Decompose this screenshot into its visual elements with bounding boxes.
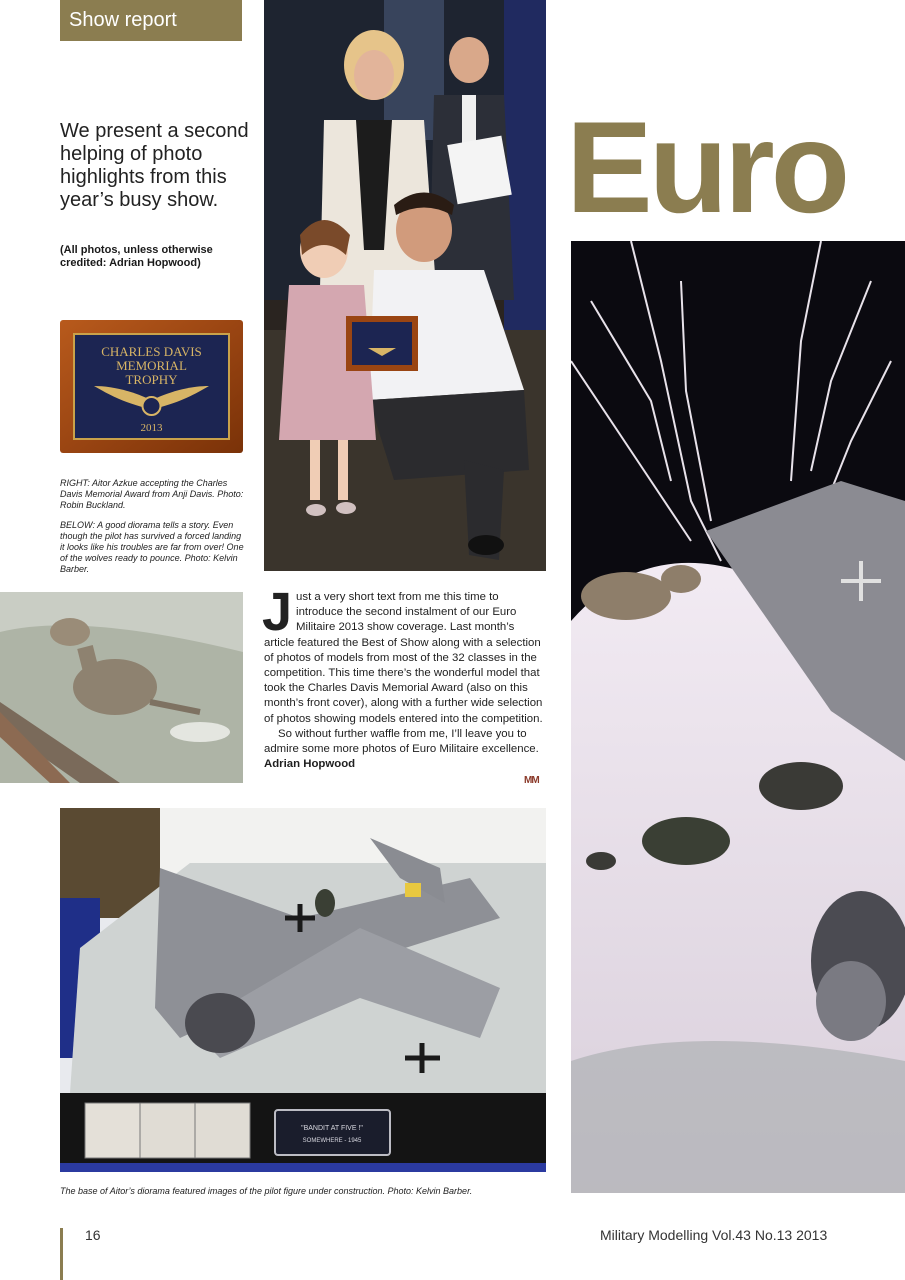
article-paragraph-1: ust a very short text from me this time to introduce the second instalment of our Euro Militaire 2013 show coverage. Last month’s article featured the Best of Show along with a selection of photos of models from most of the 32 classes in the competition. This time there’s the wonderful model that took the Charles Davis Memorial Award (also on this month’s front cover), along with a further wide selection of photos showing models entered into the competition.	[264, 591, 543, 725]
plaque-line1: CHARLES DAVIS	[101, 344, 202, 359]
folio-bar	[60, 1228, 63, 1280]
intro-text: We present a second helping of photo highlights from this year’s busy show.	[60, 120, 249, 211]
section-tag: Show report	[60, 0, 242, 41]
dropcap: J	[262, 582, 293, 642]
diorama-full-photo	[60, 808, 546, 1172]
nameplate-line2: SOMEWHERE - 1945	[302, 1138, 362, 1144]
article-author: Adrian Hopwood	[264, 758, 356, 771]
end-mark: MM	[524, 775, 539, 786]
caption-below: BELOW: A good diorama tells a story. Even though the pilot has survived a forced landing it looks like his troubles are far from over! One of the wolves ready to pounce. Photo: Kelvin Barber.	[60, 520, 244, 574]
caption-bottom: The base of Aitor’s diorama featured images of the pilot figure under construction. Photo: Kelvin Barber.	[60, 1186, 473, 1196]
diorama-closeup-photo	[571, 241, 905, 1193]
nameplate-line1: "BANDIT AT FIVE !"	[301, 1125, 363, 1132]
photo-credit: (All photos, unless otherwise credited: Adrian Hopwood)	[60, 244, 213, 269]
plaque-line2: MEMORIAL	[116, 358, 187, 373]
award-ceremony-photo	[264, 0, 546, 571]
article-paragraph-2: So without further waffle from me, I’ll leave you to admire some more photos of Euro Militaire excellence.	[264, 727, 539, 756]
publication-footer: Military Modelling Vol.43 No.13 2013	[600, 1227, 828, 1243]
headline: Euro	[566, 94, 847, 240]
plaque-year: 2013	[140, 422, 163, 434]
wolf-closeup-photo	[0, 592, 243, 783]
caption-right: RIGHT: Aitor Azkue accepting the Charles Davis Memorial Award from Anji Davis. Photo: Robin Buckland.	[60, 478, 244, 510]
trophy-plaque-photo	[60, 320, 243, 453]
page-number: 16	[85, 1227, 101, 1243]
article-body	[262, 582, 546, 772]
plaque-line3: TROPHY	[125, 372, 178, 387]
